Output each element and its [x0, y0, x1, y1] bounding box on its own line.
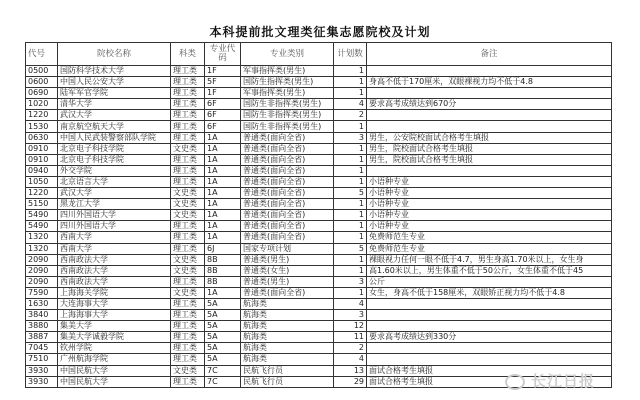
header-code: 代号 — [26, 43, 58, 66]
cell-plan: 1 — [334, 210, 367, 221]
cell-school: 中国人民公安大学 — [58, 77, 171, 88]
cell-major-category: 国防生非指挥类(男生) — [241, 110, 334, 121]
cell-major-category: 普通类(面向全省) — [241, 221, 334, 232]
cell-major-code: 6F — [205, 110, 241, 121]
cell-plan: 1 — [334, 287, 367, 298]
cell-plan: 1 — [334, 176, 367, 187]
table-row — [26, 121, 612, 132]
cell-subject: 文史类 — [171, 287, 205, 298]
cell-major-category: 普通类(面向全省) — [241, 210, 334, 221]
cell-notes — [367, 88, 612, 99]
cell-major-category: 航海类 — [241, 354, 334, 365]
cell-plan: 1 — [334, 66, 367, 77]
cell-plan: 29 — [334, 376, 367, 387]
cell-major-category: 国防生非指挥类(男生) — [241, 99, 334, 110]
cell-subject: 理工类 — [171, 354, 205, 365]
cell-subject: 理工类 — [171, 132, 205, 143]
cell-school: 南京航空航天大学 — [58, 121, 171, 132]
cell-code: 0500 — [26, 66, 58, 77]
cell-subject: 理工类 — [171, 343, 205, 354]
cell-code: 7045 — [26, 343, 58, 354]
header-major-category: 专业类别 — [241, 43, 334, 66]
table-row — [26, 199, 612, 210]
cell-code: 7510 — [26, 354, 58, 365]
cell-major-category: 普通类(面向全省) — [241, 143, 334, 154]
table-row — [26, 99, 612, 110]
table-row — [26, 254, 612, 265]
cell-school: 中国民航大学 — [58, 365, 171, 376]
cell-plan: 2 — [334, 343, 367, 354]
cell-subject: 文史类 — [171, 254, 205, 265]
cell-major-category: 普通类(面向全省) — [241, 154, 334, 165]
cell-major-code: 8B — [205, 254, 241, 265]
cell-major-code: 5A — [205, 321, 241, 332]
cell-school: 大连海事大学 — [58, 298, 171, 309]
cell-school: 清华大学 — [58, 99, 171, 110]
cell-major-category: 国防生非指挥类(男生) — [241, 121, 334, 132]
cell-major-code: 1A — [205, 132, 241, 143]
cell-code: 3887 — [26, 332, 58, 343]
cell-major-code: 1A — [205, 143, 241, 154]
table-row — [26, 188, 612, 199]
cell-major-code: 6F — [205, 121, 241, 132]
table-row — [26, 265, 612, 276]
cell-plan: 1 — [334, 143, 367, 154]
cell-school: 北京电子科技学院 — [58, 154, 171, 165]
cell-notes — [367, 321, 612, 332]
cell-major-code: 5F — [205, 77, 241, 88]
cell-major-code: 7C — [205, 376, 241, 387]
cell-subject: 文史类 — [171, 265, 205, 276]
cell-major-code: 1A — [205, 287, 241, 298]
admissions-table — [25, 42, 612, 388]
cell-major-code: 8B — [205, 276, 241, 287]
cell-plan: 3 — [334, 310, 367, 321]
cell-subject: 文史类 — [171, 365, 205, 376]
table-row — [26, 276, 612, 287]
watermark-text: 长江日报 — [531, 372, 596, 390]
cell-notes: 要求高考成绩达到670分 — [367, 99, 612, 110]
cell-subject: 文史类 — [171, 199, 205, 210]
cell-school: 钦州学院 — [58, 343, 171, 354]
table-row — [26, 165, 612, 176]
cell-plan: 4 — [334, 298, 367, 309]
cell-notes: 男生，院校面试合格考生填报 — [367, 143, 612, 154]
cell-subject: 理工类 — [171, 66, 205, 77]
table-row — [26, 298, 612, 309]
cell-notes: 小语种专业 — [367, 176, 612, 187]
cell-subject: 理工类 — [171, 154, 205, 165]
watermark — [505, 370, 595, 391]
cell-code: 0910 — [26, 154, 58, 165]
wechat-icon — [505, 374, 525, 390]
cell-plan: 1 — [334, 154, 367, 165]
cell-notes — [367, 121, 612, 132]
cell-school: 陆军军官学院 — [58, 88, 171, 99]
cell-code: 3930 — [26, 365, 58, 376]
cell-code: 0690 — [26, 88, 58, 99]
cell-plan: 1 — [334, 77, 367, 88]
header-major-code: 专业代码 — [205, 43, 241, 66]
cell-plan: 1 — [334, 232, 367, 243]
table-row — [26, 310, 612, 321]
cell-subject: 理工类 — [171, 121, 205, 132]
cell-plan: 1 — [334, 254, 367, 265]
table-row — [26, 110, 612, 121]
cell-code: 7590 — [26, 287, 58, 298]
cell-major-category: 航海类 — [241, 321, 334, 332]
cell-major-category: 普通类(面向全省) — [241, 132, 334, 143]
header-subject: 科类 — [171, 43, 205, 66]
cell-code: 1530 — [26, 121, 58, 132]
cell-subject: 理工类 — [171, 276, 205, 287]
cell-code: 1320 — [26, 243, 58, 254]
cell-major-code: 1A — [205, 154, 241, 165]
cell-plan: 5 — [334, 243, 367, 254]
cell-notes — [367, 165, 612, 176]
cell-code: 0940 — [26, 165, 58, 176]
cell-major-category: 民航飞行员 — [241, 376, 334, 387]
cell-major-category: 普通类(面向全省) — [241, 176, 334, 187]
cell-code: 5490 — [26, 210, 58, 221]
cell-notes: 公斤 — [367, 276, 612, 287]
cell-plan: 1 — [334, 121, 367, 132]
cell-subject: 理工类 — [171, 321, 205, 332]
cell-subject: 文史类 — [171, 143, 205, 154]
table-row — [26, 232, 612, 243]
cell-school: 四川外国语大学 — [58, 221, 171, 232]
cell-code: 1220 — [26, 110, 58, 121]
cell-major-category: 航海类 — [241, 310, 334, 321]
cell-notes — [367, 310, 612, 321]
cell-notes: 小语种专业 — [367, 221, 612, 232]
cell-notes: 免费师范生专业 — [367, 243, 612, 254]
table-row — [26, 176, 612, 187]
document-title: 本科提前批文理类征集志愿院校及计划 — [209, 25, 431, 39]
cell-notes — [367, 343, 612, 354]
cell-plan: 1 — [334, 199, 367, 210]
cell-major-category: 普通类(面向全省) — [241, 287, 334, 298]
cell-school: 北京电子科技学院 — [58, 143, 171, 154]
cell-school: 上海海事大学 — [58, 310, 171, 321]
cell-code: 0910 — [26, 143, 58, 154]
cell-subject: 理工类 — [171, 88, 205, 99]
table-row — [26, 343, 612, 354]
cell-major-code: 1A — [205, 199, 241, 210]
cell-school: 中国民航大学 — [58, 376, 171, 387]
cell-plan: 4 — [334, 99, 367, 110]
cell-school: 上海海关学院 — [58, 287, 171, 298]
cell-notes — [367, 110, 612, 121]
cell-code: 2090 — [26, 265, 58, 276]
cell-major-code: 1A — [205, 188, 241, 199]
cell-school: 国防科学技术大学 — [58, 66, 171, 77]
cell-major-code: 7C — [205, 365, 241, 376]
cell-subject: 理工类 — [171, 232, 205, 243]
cell-subject: 理工类 — [171, 221, 205, 232]
cell-code: 3880 — [26, 321, 58, 332]
cell-subject: 理工类 — [171, 110, 205, 121]
cell-school: 集美大学诚毅学院 — [58, 332, 171, 343]
header-notes: 备注 — [367, 43, 612, 66]
cell-school: 中国人民武装警察部队学院 — [58, 132, 171, 143]
cell-code: 5150 — [26, 199, 58, 210]
table-row — [26, 243, 612, 254]
table-row — [26, 132, 612, 143]
cell-code: 1320 — [26, 232, 58, 243]
cell-plan: 4 — [334, 354, 367, 365]
cell-major-category: 普通类(面向全省) — [241, 165, 334, 176]
cell-school: 西南政法大学 — [58, 276, 171, 287]
cell-major-category: 航海类 — [241, 343, 334, 354]
table-row — [26, 66, 612, 77]
cell-major-category: 航海类 — [241, 298, 334, 309]
cell-plan: 11 — [334, 332, 367, 343]
cell-major-category: 普通类(面向全省) — [241, 188, 334, 199]
table-row — [26, 154, 612, 165]
cell-major-category: 航海类 — [241, 332, 334, 343]
cell-plan: 1 — [334, 165, 367, 176]
cell-major-code: 5A — [205, 310, 241, 321]
cell-school: 黑龙江大学 — [58, 199, 171, 210]
cell-major-category: 普通类(男生) — [241, 276, 334, 287]
cell-notes: 身高不低于170厘米，双眼裸视力均不低于4.8 — [367, 77, 612, 88]
cell-notes: 小语种专业 — [367, 199, 612, 210]
cell-code: 1630 — [26, 298, 58, 309]
cell-school: 北京语言大学 — [58, 176, 171, 187]
cell-major-code: 5A — [205, 298, 241, 309]
cell-plan: 5 — [334, 188, 367, 199]
table-row — [26, 143, 612, 154]
cell-plan: 2 — [334, 110, 367, 121]
cell-subject: 文史类 — [171, 210, 205, 221]
cell-major-category: 普通类(面向全省) — [241, 232, 334, 243]
table-row — [26, 221, 612, 232]
cell-major-category: 国防生指挥类(男生) — [241, 77, 334, 88]
cell-notes: 要求高考成绩达到330分 — [367, 332, 612, 343]
cell-notes: 小语种专业 — [367, 188, 612, 199]
cell-code: 1220 — [26, 188, 58, 199]
cell-school: 外交学院 — [58, 165, 171, 176]
cell-subject: 理工类 — [171, 176, 205, 187]
cell-major-code: 5A — [205, 332, 241, 343]
cell-notes — [367, 298, 612, 309]
cell-plan: 1 — [334, 88, 367, 99]
cell-major-code: 1A — [205, 221, 241, 232]
table-row — [26, 77, 612, 88]
cell-subject: 理工类 — [171, 99, 205, 110]
cell-notes: 免费师范生专业 — [367, 232, 612, 243]
cell-notes: 面试合格考生填报 — [367, 376, 612, 387]
cell-major-code: 6F — [205, 99, 241, 110]
cell-notes — [367, 66, 612, 77]
cell-notes: 小语种专业 — [367, 210, 612, 221]
cell-subject: 理工类 — [171, 165, 205, 176]
cell-code: 5490 — [26, 221, 58, 232]
cell-notes: 面试合格考生填报 — [367, 365, 612, 376]
cell-school: 西南大学 — [58, 243, 171, 254]
table-row — [26, 287, 612, 298]
cell-subject: 理工类 — [171, 310, 205, 321]
cell-code: 3930 — [26, 376, 58, 387]
cell-code: 1050 — [26, 176, 58, 187]
cell-school: 西南政法大学 — [58, 254, 171, 265]
table-row — [26, 354, 612, 365]
cell-plan: 13 — [334, 365, 367, 376]
table-row — [26, 332, 612, 343]
cell-plan: 3 — [334, 276, 367, 287]
cell-major-code: 1A — [205, 176, 241, 187]
cell-subject: 理工类 — [171, 243, 205, 254]
cell-major-category: 普通类(面向全省) — [241, 199, 334, 210]
cell-code: 2090 — [26, 254, 58, 265]
cell-major-code: 8B — [205, 265, 241, 276]
cell-code: 3840 — [26, 310, 58, 321]
cell-code: 2090 — [26, 276, 58, 287]
table-row — [26, 321, 612, 332]
header-row — [26, 43, 612, 66]
cell-code: 1020 — [26, 99, 58, 110]
cell-school: 西南大学 — [58, 232, 171, 243]
cell-school: 广州航海学院 — [58, 354, 171, 365]
cell-major-code: 1F — [205, 66, 241, 77]
cell-notes — [367, 354, 612, 365]
cell-subject: 理工类 — [171, 298, 205, 309]
cell-major-code: 1A — [205, 165, 241, 176]
cell-major-category: 普通类(男生) — [241, 254, 334, 265]
cell-school: 武汉大学 — [58, 110, 171, 121]
cell-major-category: 民航飞行员 — [241, 365, 334, 376]
cell-plan: 12 — [334, 321, 367, 332]
cell-subject: 理工类 — [171, 77, 205, 88]
cell-school: 西南政法大学 — [58, 265, 171, 276]
cell-major-code: 1A — [205, 210, 241, 221]
table-row — [26, 210, 612, 221]
cell-notes: 男生，院校面试合格考生填报 — [367, 154, 612, 165]
cell-notes: 裸眼视力任何一眼不低于4.7，男生身高1.70米以上，女生身 — [367, 254, 612, 265]
cell-plan: 3 — [334, 132, 367, 143]
header-plan: 计划数 — [334, 43, 367, 66]
cell-major-category: 国家专项计划 — [241, 243, 334, 254]
cell-notes: 高1.60米以上，男生体重不低于50公斤，女生体重不低于45 — [367, 265, 612, 276]
table-row — [26, 88, 612, 99]
cell-major-category: 普通类(女生) — [241, 265, 334, 276]
cell-school: 集美大学 — [58, 321, 171, 332]
header-school: 院校名称 — [58, 43, 171, 66]
cell-major-code: 1F — [205, 88, 241, 99]
cell-major-category: 军事指挥类(男生) — [241, 88, 334, 99]
cell-notes: 男生，公安院校面试合格考生填报 — [367, 132, 612, 143]
cell-major-code: 5A — [205, 343, 241, 354]
cell-subject: 理工类 — [171, 332, 205, 343]
cell-school: 四川外国语大学 — [58, 210, 171, 221]
cell-plan: 1 — [334, 265, 367, 276]
cell-plan: 1 — [334, 221, 367, 232]
cell-subject: 文史类 — [171, 188, 205, 199]
cell-subject: 理工类 — [171, 376, 205, 387]
cell-code: 0600 — [26, 77, 58, 88]
cell-code: 0630 — [26, 132, 58, 143]
cell-school: 武汉大学 — [58, 188, 171, 199]
cell-notes: 女生，身高不低于158厘米，双眼矫正视力均不低于4.8 — [367, 287, 612, 298]
cell-major-code: 1A — [205, 232, 241, 243]
cell-major-code: 6J — [205, 243, 241, 254]
cell-major-category: 军事指挥类(男生) — [241, 66, 334, 77]
cell-major-code: 5A — [205, 354, 241, 365]
